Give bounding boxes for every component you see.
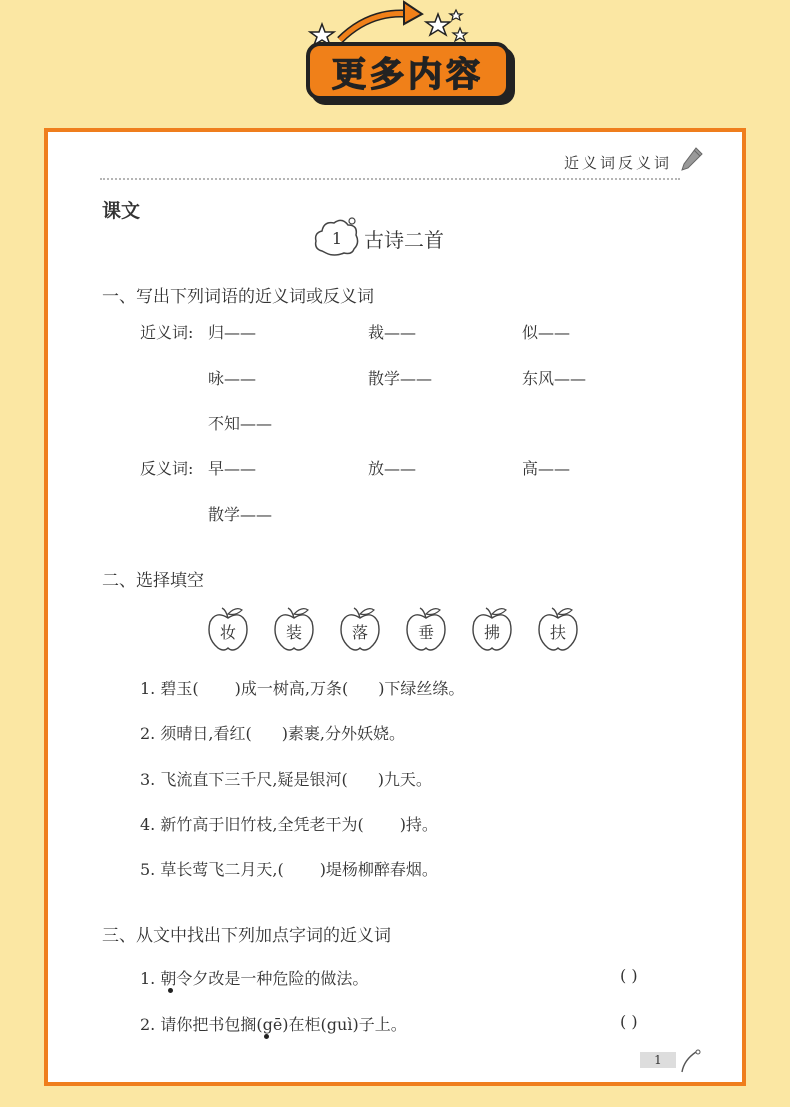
answer-blank-2[interactable]: ( ) <box>620 1012 638 1031</box>
antonym-item: 放—— <box>368 459 417 478</box>
synonym-item: 归—— <box>208 323 257 342</box>
synonym-item: 散学—— <box>368 369 433 388</box>
synonym-item: 咏—— <box>208 369 257 388</box>
synonym-item: 不知—— <box>208 414 273 433</box>
fill-item-1: 1. 碧玉( )成一树高,万条( )下绿丝绦。 <box>140 679 465 698</box>
fill-item-3: 3. 飞流直下三千尺,疑是银河( )九天。 <box>140 770 432 789</box>
apple-choice <box>470 606 514 654</box>
synonym-item: 东风—— <box>522 369 587 388</box>
synonym-label: 近义词: <box>140 323 194 342</box>
feather-icon <box>678 1048 702 1074</box>
page-number: 1 <box>640 1052 676 1068</box>
emphasis-dot <box>264 1034 269 1039</box>
synonym-question-2: 2. 请你把书包搁(gē)在柜(guì)子上。 <box>140 1015 407 1034</box>
fill-item-4: 4. 新竹高于旧竹枝,全凭老干为( )持。 <box>140 815 438 834</box>
choice-char: 装 <box>285 623 302 642</box>
header-title: 近义词反义词 <box>563 154 672 172</box>
apple-choice <box>338 606 382 654</box>
choice-char: 落 <box>351 623 368 642</box>
synonym-item: 裁—— <box>368 323 417 342</box>
choice-char: 扶 <box>549 623 566 642</box>
apple-choice <box>536 606 580 654</box>
antonym-item: 散学—— <box>208 505 273 524</box>
lesson-header <box>314 216 444 260</box>
fill-item-5: 5. 草长莺飞二月天,( )堤杨柳醉春烟。 <box>140 860 438 879</box>
section-label: 课文 <box>102 200 141 222</box>
question-3-heading: 三、从文中找出下列加点字词的近义词 <box>102 926 391 946</box>
antonym-item: 高—— <box>522 459 571 478</box>
antonym-label: 反义词: <box>140 459 194 478</box>
choice-char: 拂 <box>483 623 500 642</box>
question-2-heading: 二、选择填空 <box>102 571 204 591</box>
worksheet-page <box>44 128 746 1086</box>
choice-char: 妆 <box>219 623 236 642</box>
question-1-heading: 一、写出下列词语的近义词或反义词 <box>102 287 374 307</box>
synonym-question-1: 1. 朝令夕改是一种危险的做法。 <box>140 969 369 988</box>
pencil-icon <box>680 146 704 172</box>
lesson-title: 古诗二首 <box>364 227 444 252</box>
fill-item-2: 2. 须晴日,看红( )素裹,分外妖娆。 <box>140 724 406 743</box>
answer-blank-1[interactable]: ( ) <box>620 966 638 985</box>
synonym-item: 似—— <box>522 323 571 342</box>
more-content-button[interactable] <box>306 42 510 100</box>
choice-apples <box>206 606 606 656</box>
emphasis-dot <box>168 988 173 993</box>
apple-choice <box>206 606 250 654</box>
antonym-item: 早—— <box>208 459 257 478</box>
banner <box>300 0 520 110</box>
header-divider <box>100 178 680 180</box>
lesson-number: 1 <box>331 228 343 248</box>
choice-char: 垂 <box>417 623 434 642</box>
banner-label: 更多内容 <box>332 54 484 95</box>
apple-choice <box>404 606 448 654</box>
apple-choice <box>272 606 316 654</box>
